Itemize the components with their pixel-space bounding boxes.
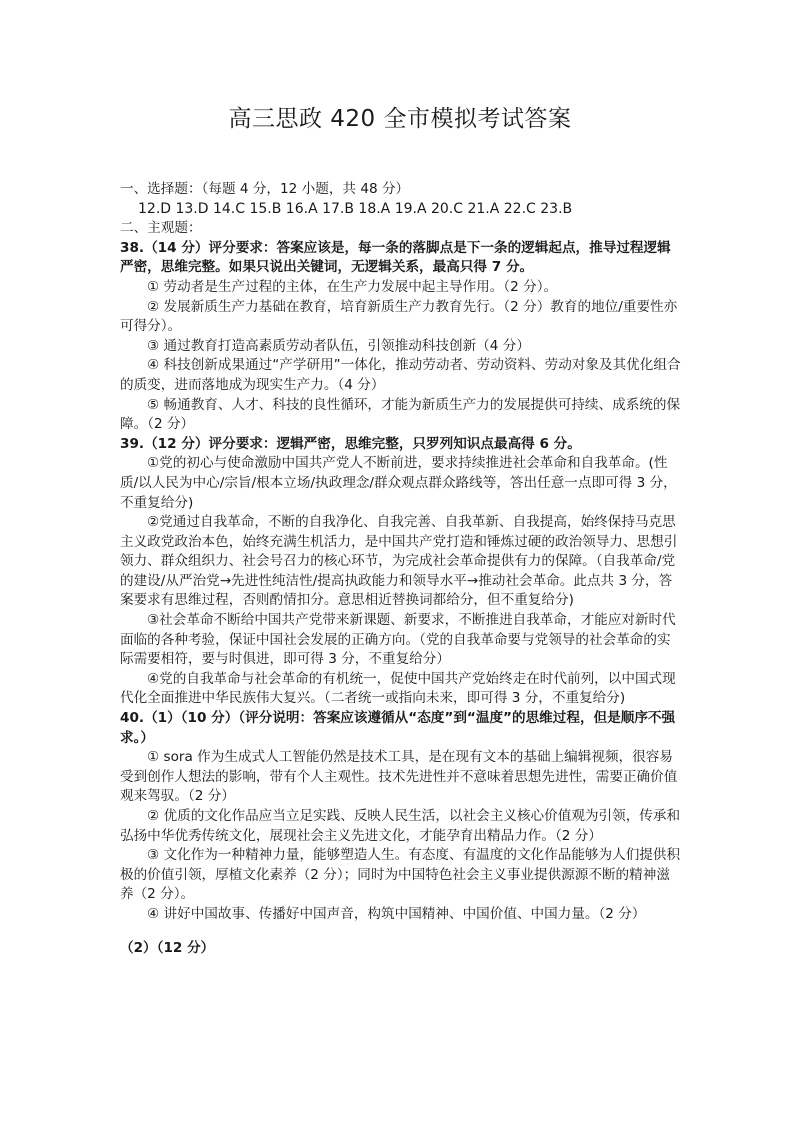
q38-header: 38.（14 分）评分要求：答案应该是，每一条的落脚点是下一条的逻辑起点，推导过程逻辑严密，思维完整。如果只说出关键词，无逻辑关系，最高只得 7 分。 — [120, 239, 671, 276]
q39-point-4: ④党的自我革命与社会革命的有机统一，促使中国共产党始终走在时代前列，以中国式现代化全面推进中华民族伟大复兴。（二者统一或指向未来，即可得 3 分，不重复给分) — [120, 670, 676, 707]
q38-point-2: ② 发展新质生产力基础在教育，培育新质生产力教育先行。（2 分）教育的地位/重要性亦可得分）。 — [120, 298, 678, 335]
q38-point-1: ① 劳动者是生产过程的主体，在生产力发展中起主导作用。（2 分）。 — [147, 278, 558, 295]
spacer — [120, 925, 682, 939]
section1-heading: 一、选择题：（每题 4 分，12 小题，共 48 分） — [120, 181, 410, 197]
q38-point-5: ⑤ 畅通教育、人才、科技的良性循环，才能为新质生产力的发展提供可持续、成系统的保障。（2 分） — [120, 396, 681, 433]
q40-point-4: ④ 讲好中国故事、传播好中国声音，构筑中国精神、中国价值、中国力量。（2 分） — [147, 905, 646, 922]
q39-point-1: ①党的初心与使命激励中国共产党人不断前进，要求持续推进社会革命和自我革命。(性质/以人民为中心/宗旨/根本立场/执政理念/群众观点群众路线等，答出任意一点即可得 3 分，不重复给分) — [120, 455, 677, 511]
q38-point-4: ④ 科技创新成果通过“产学研用”一体化，推动劳动者、劳动资料、劳动对象及其优化组合的质变，进而落地成为现实生产力。（4 分） — [120, 357, 681, 393]
q40-point-2: ② 优质的文化作品应当立足实践、反映人民生活，以社会主义核心价值观为引领，传承和弘扬中华优秀传统文化，展现社会主义先进文化，才能孕育出精品力作。（2 分） — [120, 808, 681, 844]
q40-point-3: ③ 文化作为一种精神力量，能够塑造人生。有态度、有温度的文化作品能够为人们提供积极的价值引领，厚植文化素养（2 分）；同时为中国特色社会主义事业提供源源不断的精神滋养（2 分）。 — [120, 847, 681, 903]
multiple-choice-answers: 12.D 13.D 14.C 15.B 16.A 17.B 18.A 19.A 20.C 21.A 22.C 23.B — [138, 200, 573, 217]
q40-header: 40.（1）（10 分）（评分说明：答案应该遵循从“态度”到“温度”的思维过程，但是顺序不强求。） — [120, 710, 676, 746]
section2-heading: 二、主观题： — [120, 220, 202, 237]
q40-part2-header: （2）（12 分） — [120, 939, 215, 956]
answer-content — [120, 180, 682, 958]
q39-point-3: ③社会革命不断给中国共产党带来新课题、新要求，不断推进自我革命，才能应对新时代面临的各种考验，保证中国社会发展的正确方向。（党的自我革命要与党领导的社会革命的实际需要相符，要与时俱进，即可得 3 分，不重复给分） — [120, 612, 676, 668]
q39-header: 39.（12 分）评分要求：逻辑严密，思维完整，只罗列知识点最高得 6 分。 — [120, 435, 581, 452]
q39-point-2: ②党通过自我革命，不断的自我净化、自我完善、自我革新、自我提高，始终保持马克思主义政党政治本色，始终充满生机活力，是中国共产党打造和锤炼过硬的政治领导力、思想引领力、群众组织力、社会号召力的核心环节，为完成社会革命提供有力的保障。（自我革命/党的建设/从严治党→先进性纯洁性/提高执政能力和领导水平→推动社会革命。此点共 3 分，答案要求有思维过程，否则酌情扣分。意思相近替换词都给分，但不重复给分) — [120, 514, 678, 609]
q38-point-3: ③ 通过教育打造高素质劳动者队伍，引领推动科技创新（4 分） — [147, 337, 530, 354]
q40-point-1: ① sora 作为生成式人工智能仍然是技术工具，是在现有文本的基础上编辑视频，很容易受到创作人想法的影响，带有个人主观性。技术先进性并不意味着思想先进性，需要正确价值观来驾驭。（2 分） — [120, 749, 678, 805]
page-title: 高三思政 420 全市模拟考试答案 — [228, 106, 572, 132]
